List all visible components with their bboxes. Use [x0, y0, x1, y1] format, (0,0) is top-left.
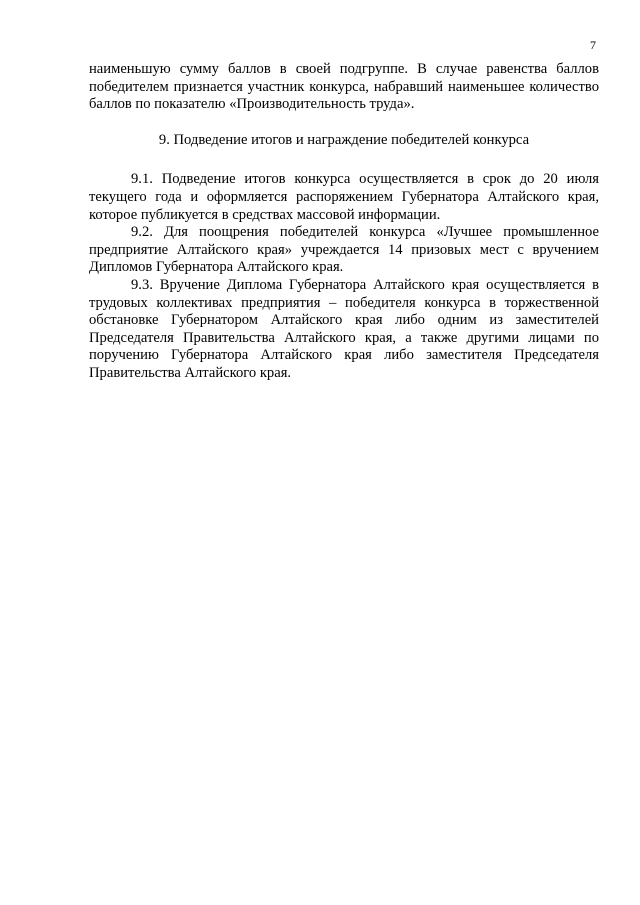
paragraph-9-3: 9.3. Вручение Диплома Губернатора Алтайского края осуществляется в трудовых коллективах предприятия – победителя конкурса в торжественной обстановке Губернатором Алтайского края либо одним из заместителей Председателя Правительства Алтайского края, а также другими лицами по поручению Губернатора Алтайского края либо заместителя Председателя Правительства Алтайского края. — [89, 276, 599, 381]
section-heading: 9. Подведение итогов и награждение победителей конкурса — [158, 131, 530, 148]
intro-paragraph: наименьшую сумму баллов в своей подгруппе. В случае равенства баллов победителем признается участник конкурса, набравший наименьшее количество баллов по показателю «Производительность труда». — [89, 61, 599, 113]
document-body — [89, 61, 599, 383]
paragraph-9-2: 9.2. Для поощрения победителей конкурса «Лучшее промышленное предприятие Алтайского края» учреждается 14 призовых мест с вручением Дипломов Губернатора Алтайского края. — [89, 224, 599, 276]
page-number: 7 — [590, 38, 596, 52]
paragraph-9-1: 9.1. Подведение итогов конкурса осуществляется в срок до 20 июля текущего года и оформляется распоряжением Губернатора Алтайского края, которое публикуется в средствах массовой информации. — [89, 171, 599, 223]
